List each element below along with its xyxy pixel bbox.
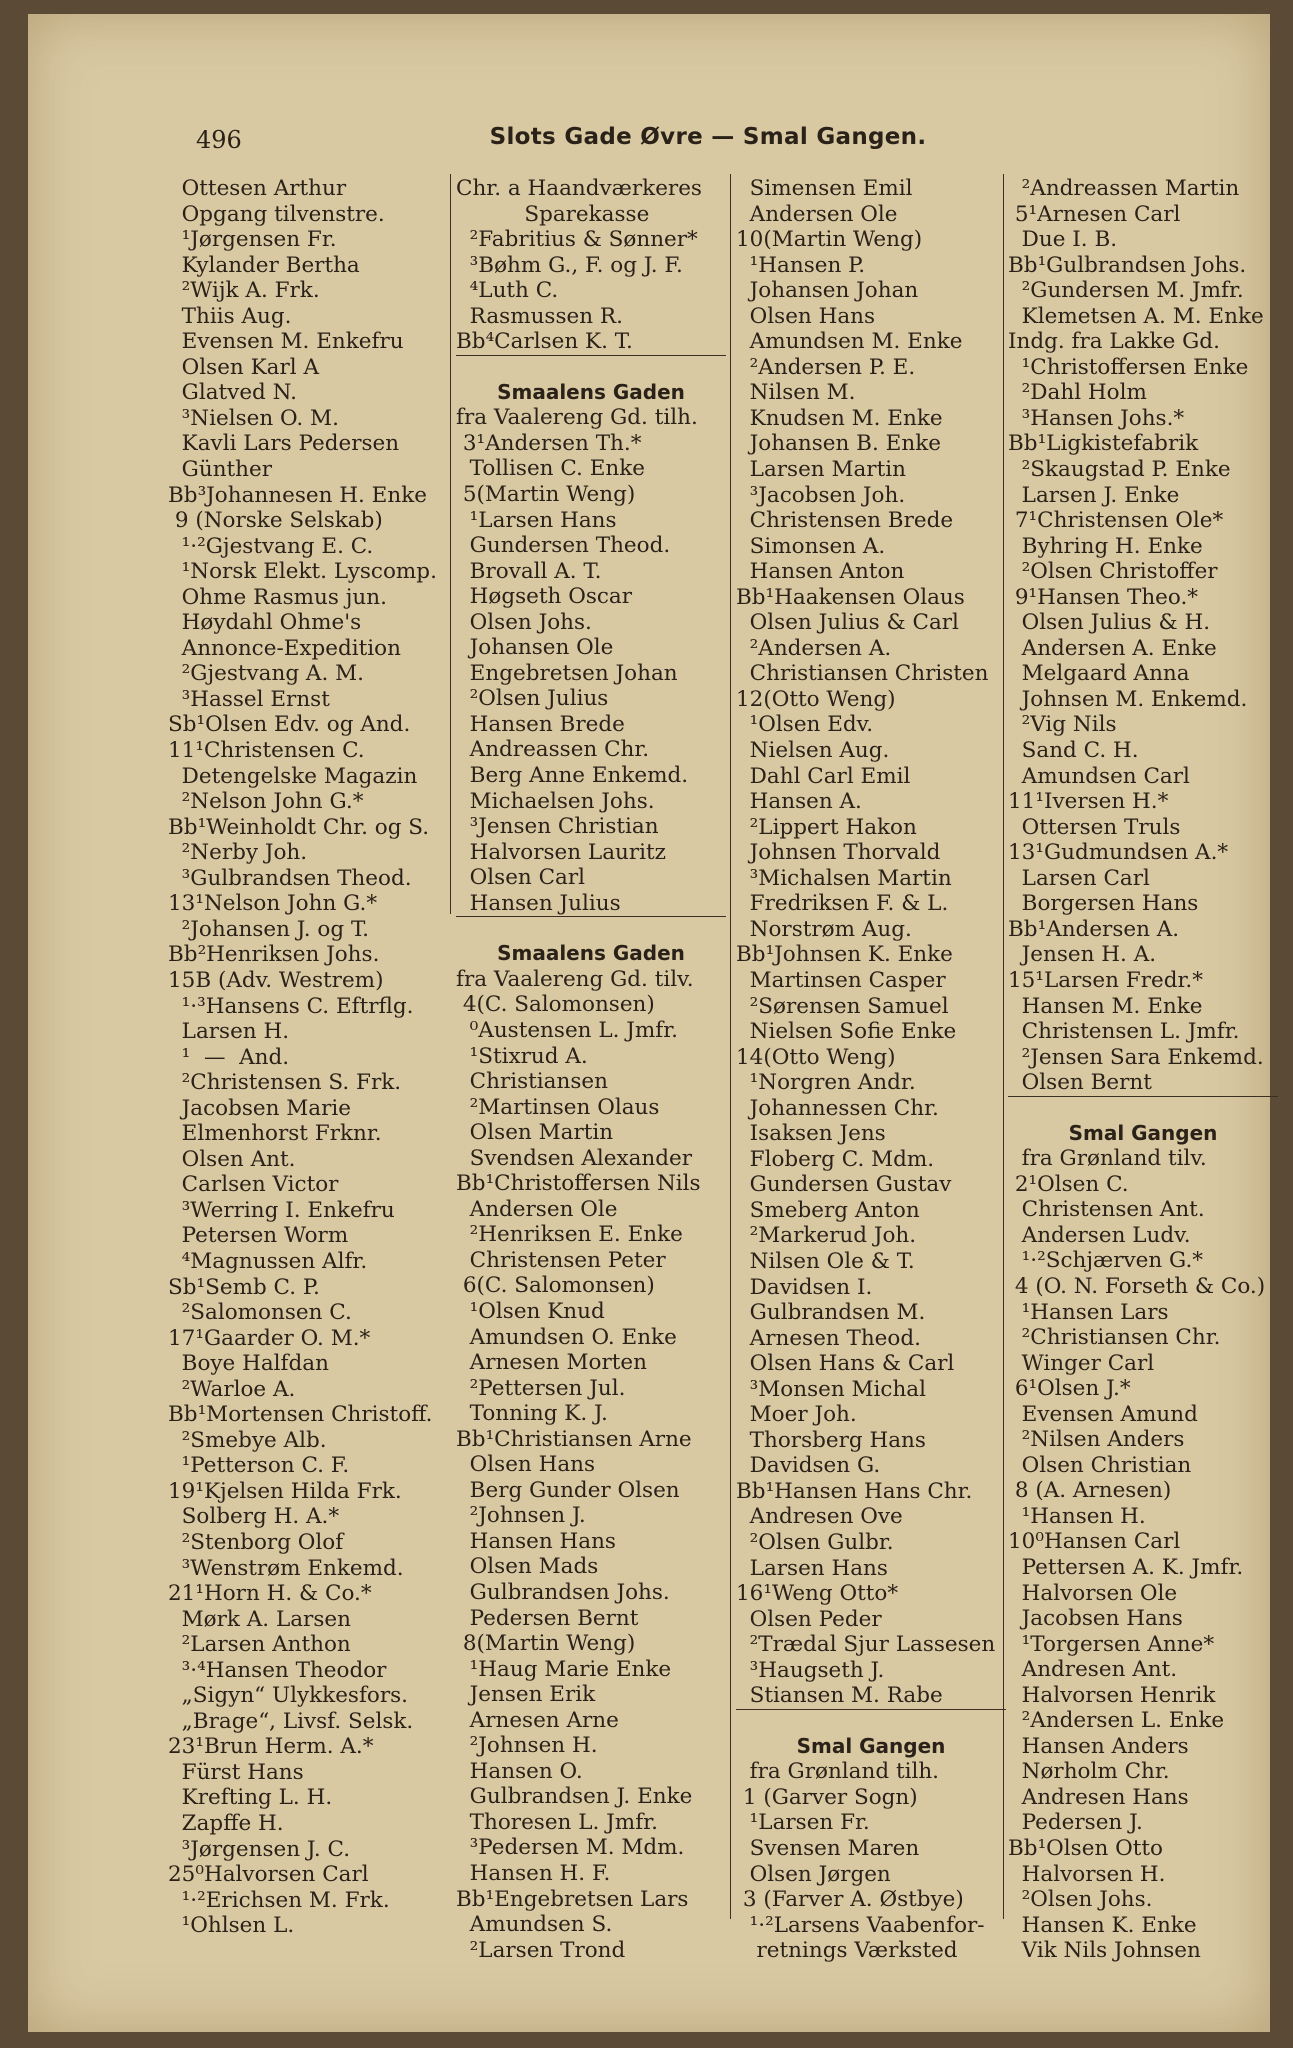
directory-entry: ¹Larsen Fr.: [736, 1810, 870, 1836]
directory-entry: Carlsen Victor: [168, 1172, 339, 1198]
directory-entry: Moer Joh.: [736, 1402, 857, 1428]
directory-entry: Davidsen I.: [736, 1274, 873, 1300]
directory-entry: ²Andersen P. E.: [736, 354, 916, 380]
directory-entry: Larsen H.: [168, 1019, 290, 1045]
directory-entry: ¹·²Larsens Vaabenfor-: [736, 1912, 985, 1938]
directory-entry: ¹Olsen Edv.: [736, 712, 874, 738]
directory-entry: Pettersen A. K. Jmfr.: [1008, 1554, 1244, 1580]
directory-entry: ²Smebye Alb.: [168, 1427, 327, 1453]
directory-entry: ²Salomonsen C.: [168, 1300, 352, 1326]
directory-entry: ¹Haug Marie Enke: [456, 1656, 672, 1682]
directory-entry: ²Johansen J. og T.: [168, 916, 369, 942]
directory-entry: ¹Petterson C. F.: [168, 1453, 350, 1479]
directory-entry: Arnesen Arne: [456, 1707, 619, 1733]
directory-entry: ²Gjestvang A. M.: [168, 661, 364, 687]
directory-entry: Gulbrandsen M.: [736, 1300, 926, 1326]
directory-entry: Andresen Hans: [1008, 1784, 1189, 1810]
directory-entry: Indg. fra Lakke Gd.: [1008, 329, 1220, 355]
directory-entry: ²Olsen Johs.: [1008, 1887, 1153, 1913]
directory-entry: Thiis Aug.: [168, 303, 292, 329]
directory-entry: Engebretsen Johan: [456, 660, 678, 686]
directory-entry: Kavli Lars Pedersen: [168, 431, 400, 457]
directory-entry: „Brage“, Livsf. Selsk.: [168, 1708, 414, 1734]
directory-entry: Andresen Ove: [736, 1504, 903, 1530]
directory-entry: 15B (Adv. Westrem): [168, 967, 384, 993]
section-heading: Smaalens Gaden: [497, 941, 685, 966]
directory-entry: ¹Hansen P.: [736, 252, 866, 278]
directory-entry: Borgersen Hans: [1008, 891, 1199, 917]
directory-entry: ²Lippert Hakon: [736, 814, 917, 840]
directory-entry: Amundsen M. Enke: [736, 329, 963, 355]
directory-entry: fra Vaalereng Gd. tilh.: [456, 405, 698, 431]
directory-entry: Pedersen J.: [1008, 1810, 1143, 1836]
directory-entry: Pedersen Bernt: [456, 1605, 639, 1631]
directory-entry: Olsen Hans: [736, 303, 876, 329]
directory-entry: 9¹Hansen Theo.*: [1008, 584, 1199, 610]
directory-entry: Bb¹Haakensen Olaus: [736, 584, 965, 610]
directory-entry: 23¹Brun Herm. A.*: [168, 1734, 374, 1760]
directory-entry: ³·⁴Hansen Theodor: [168, 1657, 387, 1683]
directory-entry: ³Jørgensen J. C.: [168, 1836, 351, 1862]
column-2: [456, 176, 726, 1963]
directory-entry: Bb³Johannesen H. Enke: [168, 482, 427, 508]
directory-entry: Nielsen Aug.: [736, 738, 890, 764]
column-4: [1008, 176, 1278, 1964]
directory-entry: ¹·²Gjestvang E. C.: [168, 533, 374, 559]
directory-entry: Olsen Carl: [456, 865, 586, 891]
directory-entry: Norstrøm Aug.: [736, 916, 912, 942]
directory-entry: Bb¹Ligkistefabrik: [1008, 431, 1199, 457]
directory-entry: ²Markerud Joh.: [736, 1223, 917, 1249]
directory-entry: ²Nilsen Anders: [1008, 1427, 1185, 1453]
directory-entry: ³Werring I. Enkefru: [168, 1197, 395, 1223]
directory-entry: 21¹Horn H. & Co.*: [168, 1581, 372, 1607]
directory-entry: Fürst Hans: [168, 1759, 304, 1785]
directory-entry: Knudsen M. Enke: [736, 405, 943, 431]
directory-entry: Winger Carl: [1008, 1350, 1155, 1376]
directory-entry: ¹Torgersen Anne*: [1008, 1631, 1215, 1657]
directory-entry: Gundersen Gustav: [736, 1172, 952, 1198]
directory-entry: 8(Martin Weng): [456, 1631, 636, 1657]
directory-entry: Ohme Rasmus jun.: [168, 584, 387, 610]
directory-entry: Rasmussen R.: [456, 303, 623, 329]
directory-entry: Larsen Martin: [736, 457, 906, 483]
directory-entry: 7¹Christensen Ole*: [1008, 508, 1224, 534]
column-divider: [1003, 174, 1004, 1919]
directory-entry: ³Michalsen Martin: [736, 865, 952, 891]
directory-entry: ²Trædal Sjur Lassesen: [736, 1632, 996, 1658]
directory-entry: Hansen H. F.: [456, 1861, 611, 1886]
directory-entry: Jensen H. A.: [1008, 942, 1157, 968]
directory-entry: ³Pedersen M. Mdm.: [456, 1835, 685, 1861]
directory-entry: 3 (Farver A. Østbye): [736, 1887, 964, 1913]
directory-entry: 25⁰Halvorsen Carl: [168, 1862, 369, 1888]
directory-entry: 15¹Larsen Fredr.*: [1008, 967, 1203, 993]
directory-entry: Thoresen L. Jmfr.: [456, 1809, 658, 1835]
directory-entry: Olsen Hans & Carl: [736, 1351, 955, 1377]
directory-entry: Johnsen M. Enkemd.: [1008, 686, 1248, 712]
directory-entry: 4(C. Salomonsen): [456, 992, 655, 1018]
directory-entry: Jensen Erik: [456, 1682, 596, 1708]
directory-entry: Bb⁴Carlsen K. T.: [456, 329, 633, 355]
directory-entry: Bb¹Christiansen Arne: [456, 1426, 692, 1452]
directory-entry: ¹Hansen Lars: [1008, 1299, 1169, 1325]
directory-entry: Amundsen S.: [456, 1912, 613, 1938]
directory-entry: ²Pettersen Jul.: [456, 1375, 626, 1401]
directory-entry: Olsen Julius & H.: [1008, 610, 1211, 636]
directory-entry: Thorsberg Hans: [736, 1427, 926, 1453]
directory-entry: ¹Norgren Andr.: [736, 1070, 916, 1096]
directory-entry: Andersen A. Enke: [1008, 635, 1217, 661]
directory-entry: ¹Jørgensen Fr.: [168, 227, 337, 253]
directory-entry: Larsen Hans: [736, 1555, 888, 1581]
directory-entry: Christensen L. Jmfr.: [1008, 1019, 1240, 1045]
directory-entry: Brovall A. T.: [456, 558, 602, 584]
column-3: [736, 176, 1006, 1964]
directory-entry: Sparekasse: [456, 201, 650, 227]
directory-entry: Olsen Christian: [1008, 1452, 1192, 1478]
directory-entry: Bb¹Andersen A.: [1008, 916, 1180, 942]
directory-entry: Nilsen M.: [736, 380, 856, 406]
directory-entry: Solberg H. A.*: [168, 1504, 340, 1530]
directory-entry: Berg Gunder Olsen: [456, 1477, 680, 1503]
directory-entry: 3¹Andersen Th.*: [456, 430, 642, 456]
directory-entry: Andreassen Chr.: [456, 737, 650, 763]
directory-entry: Halvorsen Henrik: [1008, 1682, 1216, 1708]
directory-entry: ³Monsen Michal: [736, 1376, 927, 1402]
directory-entry: ²Skaugstad P. Enke: [1008, 457, 1231, 483]
directory-entry: Mørk A. Larsen: [168, 1606, 351, 1632]
directory-entry: ¹Ohlsen L.: [168, 1913, 295, 1939]
directory-entry: Stiansen M. Rabe: [736, 1683, 943, 1709]
directory-entry: Larsen Carl: [1008, 865, 1150, 891]
directory-entry: Bb¹Johnsen K. Enke: [736, 942, 953, 968]
directory-entry: 10(Martin Weng): [736, 227, 923, 253]
directory-entry: Andersen Ludv.: [1008, 1222, 1191, 1248]
directory-entry: Günther: [168, 457, 273, 483]
directory-entry: 11¹Christensen C.: [168, 738, 365, 764]
directory-entry: Tonning K. J.: [456, 1401, 608, 1427]
directory-entry: Nørholm Chr.: [1008, 1759, 1170, 1785]
directory-entry: Svendsen Alexander: [456, 1145, 692, 1171]
directory-entry: Larsen J. Enke: [1008, 482, 1180, 508]
column-divider: [450, 174, 451, 914]
page-header: [168, 110, 1248, 154]
directory-entry: 6(C. Salomonsen): [456, 1273, 655, 1299]
directory-entry: Petersen Worm: [168, 1223, 349, 1249]
directory-entry: Olsen Mads: [456, 1554, 599, 1580]
directory-entry: Jacobsen Hans: [1008, 1606, 1183, 1632]
directory-entry: Hansen K. Enke: [1008, 1912, 1197, 1938]
directory-entry: Hansen O.: [456, 1758, 583, 1784]
directory-entry: Johansen B. Enke: [736, 431, 941, 457]
directory-entry: Bb¹Gulbrandsen Johs.: [1008, 252, 1247, 278]
directory-entry: Smeberg Anton: [736, 1197, 920, 1223]
directory-entry: Johansen Johan: [736, 278, 919, 304]
section-heading: Smal Gangen: [796, 1733, 946, 1758]
directory-entry: ¹Stixrud A.: [456, 1043, 588, 1069]
directory-entry: Elmenhorst Frknr.: [168, 1121, 382, 1147]
directory-entry: Gulbrandsen Johs.: [456, 1579, 670, 1605]
directory-entry: ³Bøhm G., F. og J. F.: [456, 252, 683, 278]
directory-entry: ²Martinsen Olaus: [456, 1094, 660, 1120]
directory-entry: Due I. B.: [1008, 227, 1118, 253]
directory-entry: Davidsen G.: [736, 1453, 881, 1479]
directory-entry: Bb¹Olsen Otto: [1008, 1836, 1163, 1861]
column-1: [168, 176, 438, 1939]
directory-entry: ¹·²Schjærven G.*: [1008, 1248, 1204, 1274]
directory-entry: Bb¹Christoffersen Nils: [456, 1171, 701, 1197]
directory-entry: Ottersen Truls: [1008, 814, 1181, 840]
directory-entry: Byhring H. Enke: [1008, 533, 1203, 559]
directory-entry: ³Hassel Ernst: [168, 686, 330, 712]
directory-entry: 2¹Olsen C.: [1008, 1171, 1129, 1197]
directory-entry: ²Warloe A.: [168, 1376, 296, 1402]
directory-entry: ¹Larsen Hans: [456, 507, 617, 533]
directory-entry: Melgaard Anna: [1008, 661, 1190, 687]
directory-entry: Høydahl Ohme's: [168, 610, 362, 636]
directory-entry: Olsen Hans: [456, 1452, 596, 1478]
directory-entry: ³Nielsen O. M.: [168, 405, 339, 431]
directory-entry: ³Gulbrandsen Theod.: [168, 865, 412, 891]
directory-entry: ³Haugseth J.: [736, 1657, 885, 1683]
directory-entry: 14(Otto Weng): [736, 1044, 896, 1070]
directory-entry: Krefting L. H.: [168, 1785, 333, 1811]
directory-entry: 19¹Kjelsen Hilda Frk.: [168, 1478, 402, 1504]
directory-entry: Christensen Brede: [736, 508, 954, 534]
directory-entry: Boye Halfdan: [168, 1351, 329, 1377]
directory-entry: 11¹Iversen H.*: [1008, 789, 1169, 815]
directory-entry: Hansen A.: [736, 789, 862, 815]
directory-entry: Gulbrandsen J. Enke: [456, 1784, 693, 1810]
directory-entry: Hansen Anton: [736, 559, 905, 585]
directory-entry: ³Jensen Christian: [456, 814, 659, 840]
directory-entry: 4 (O. N. Forseth & Co.): [1008, 1273, 1266, 1299]
directory-entry: Andersen Ole: [456, 1196, 618, 1222]
directory-entry: Chr. a Haandværkeres: [456, 176, 702, 201]
directory-entry: Høgseth Oscar: [456, 584, 632, 610]
directory-entry: Tollisen C. Enke: [456, 456, 645, 482]
directory-entry: Halvorsen Ole: [1008, 1580, 1178, 1606]
directory-entry: 8 (A. Arnesen): [1008, 1478, 1172, 1504]
directory-entry: Olsen Ant.: [168, 1146, 296, 1172]
directory-entry: Christensen Ant.: [1008, 1197, 1205, 1223]
directory-entry: Klemetsen A. M. Enke: [1008, 303, 1264, 329]
directory-entry: Zapffe H.: [168, 1811, 284, 1836]
section-rule: [456, 355, 726, 380]
directory-entry: Gundersen Theod.: [456, 533, 671, 559]
directory-entry: Andresen Ant.: [1008, 1657, 1178, 1683]
directory-entry: Olsen Peder: [736, 1606, 882, 1632]
directory-entry: Annonce-Expedition: [168, 635, 401, 661]
directory-entry: retnings Værksted: [736, 1938, 958, 1964]
directory-entry: Sb¹Semb C. P.: [168, 1274, 320, 1300]
directory-entry: Halvorsen Lauritz: [456, 839, 666, 865]
directory-entry: Johansen Ole: [456, 635, 614, 661]
directory-entry: Bb¹Weinholdt Chr. og S.: [168, 814, 430, 840]
directory-entry: Simonsen A.: [736, 533, 886, 559]
directory-entry: 12(Otto Weng): [736, 686, 896, 712]
directory-entry: Hansen Julius: [456, 890, 621, 916]
directory-entry: ²Stenborg Olof: [168, 1529, 344, 1555]
directory-entry: „Sigyn“ Ulykkesfors.: [168, 1683, 408, 1709]
directory-entry: Nielsen Sofie Enke: [736, 1019, 957, 1045]
directory-entry: Christiansen: [456, 1069, 608, 1095]
directory-entry: Olsen Martin: [456, 1120, 614, 1146]
directory-entry: ²Larsen Trond: [456, 1937, 626, 1963]
directory-entry: Olsen Johs.: [456, 609, 592, 635]
directory-entry: Floberg C. Mdm.: [736, 1146, 935, 1172]
directory-entry: Hansen Hans: [456, 1528, 616, 1554]
directory-entry: ²Vig Nils: [1008, 712, 1117, 738]
directory-entry: 10⁰Hansen Carl: [1008, 1529, 1181, 1555]
directory-entry: Arnesen Morten: [456, 1350, 647, 1376]
directory-entry: Bb¹Mortensen Christoff.: [168, 1402, 433, 1428]
directory-entry: Ottesen Arthur: [168, 176, 347, 201]
directory-entry: Michaelsen Johs.: [456, 788, 655, 814]
directory-entry: Bb²Henriksen Johs.: [168, 942, 380, 968]
directory-entry: Olsen Bernt: [1008, 1070, 1152, 1096]
directory-entry: Dahl Carl Emil: [736, 763, 911, 789]
directory-entry: ⁰Austensen L. Jmfr.: [456, 1017, 679, 1043]
directory-entry: Bb¹Engebretsen Lars: [456, 1886, 689, 1912]
directory-entry: ²Sørensen Samuel: [736, 993, 949, 1019]
directory-entry: ²Christiansen Chr.: [1008, 1325, 1221, 1351]
directory-entry: Opgang tilvenstre.: [168, 201, 385, 227]
directory-entry: ²Larsen Anthon: [168, 1632, 351, 1658]
directory-entry: ²Jensen Sara Enkemd.: [1008, 1044, 1264, 1070]
directory-entry: Johannessen Chr.: [736, 1095, 939, 1121]
directory-entry: ²Fabritius & Sønner*: [456, 227, 698, 253]
column-divider: [730, 174, 731, 1919]
directory-entry: ¹·²Erichsen M. Frk.: [168, 1887, 390, 1913]
directory-entry: ²Gundersen M. Jmfr.: [1008, 278, 1244, 304]
directory-entry: ²Andersen L. Enke: [1008, 1708, 1225, 1734]
directory-entry: ¹Christoffersen Enke: [1008, 354, 1249, 380]
section-heading: Smaalens Gaden: [497, 379, 685, 404]
directory-entry: ²Johnsen J.: [456, 1503, 586, 1529]
directory-entry: 16¹Weng Otto*: [736, 1581, 899, 1607]
section-rule: [456, 916, 726, 941]
directory-entry: Olsen Karl A: [168, 354, 320, 380]
directory-entry: ²Dahl Holm: [1008, 380, 1147, 406]
directory-entry: fra Grønland tilh.: [736, 1759, 940, 1785]
directory-entry: 1 (Garver Sogn): [736, 1784, 918, 1810]
directory-entry: ¹Norsk Elekt. Lyscomp.: [168, 559, 437, 585]
directory-entry: Olsen Julius & Carl: [736, 610, 959, 636]
directory-entry: ³Wenstrøm Enkemd.: [168, 1555, 404, 1581]
directory-entry: 17¹Gaarder O. M.*: [168, 1325, 371, 1351]
directory-entry: Detengelske Magazin: [168, 763, 418, 789]
directory-entry: Christensen Peter: [456, 1247, 666, 1273]
directory-entry: Christiansen Christen: [736, 661, 989, 687]
directory-entry: ²Olsen Gulbr.: [736, 1529, 894, 1555]
directory-entry: Hansen Anders: [1008, 1733, 1189, 1759]
directory-entry: Svensen Maren: [736, 1836, 920, 1861]
page-number: 496: [196, 126, 242, 154]
directory-entry: Berg Anne Enkemd.: [456, 763, 689, 789]
directory-entry: ²Nerby Joh.: [168, 840, 308, 866]
directory-entry: ²Olsen Christoffer: [1008, 559, 1218, 585]
page-title: Slots Gade Øvre — Smal Gangen.: [489, 124, 927, 150]
directory-entry: Hansen Brede: [456, 711, 625, 737]
directory-entry: Arnesen Theod.: [736, 1325, 921, 1351]
directory-entry: Martinsen Casper: [736, 967, 946, 993]
directory-entry: ¹ — And.: [168, 1044, 290, 1070]
directory-entry: ³Hansen Johs.*: [1008, 405, 1185, 431]
directory-entry: ²Henriksen E. Enke: [456, 1222, 683, 1248]
section-heading: Smal Gangen: [1068, 1120, 1218, 1145]
directory-entry: Glatved N.: [168, 380, 297, 406]
directory-entry: ²Andreassen Martin: [1008, 176, 1240, 201]
section-rule: [1008, 1096, 1278, 1121]
directory-entry: Nilsen Ole & T.: [736, 1248, 915, 1274]
directory-entry: Fredriksen F. & L.: [736, 891, 949, 917]
directory-entry: ²Olsen Julius: [456, 686, 609, 712]
directory-entry: ¹Hansen H.: [1008, 1503, 1146, 1529]
directory-entry: Andersen Ole: [736, 201, 898, 227]
directory-entry: fra Vaalereng Gd. tilv.: [456, 966, 694, 992]
directory-entry: 13¹Gudmundsen A.*: [1008, 840, 1229, 866]
directory-entry: Evensen M. Enkefru: [168, 329, 404, 355]
directory-entry: Evensen Amund: [1008, 1401, 1198, 1427]
directory-entry: ²Wijk A. Frk.: [168, 278, 320, 304]
directory-entry: Amundsen O. Enke: [456, 1324, 677, 1350]
directory-entry: ²Andersen A.: [736, 635, 892, 661]
directory-entry: ¹·³Hansens C. Eftrflg.: [168, 993, 414, 1019]
directory-entry: ²Christensen S. Frk.: [168, 1070, 402, 1096]
directory-entry: ³Jacobsen Joh.: [736, 482, 906, 508]
directory-entry: Olsen Jørgen: [736, 1861, 891, 1887]
directory-entry: Bb¹Hansen Hans Chr.: [736, 1478, 973, 1504]
directory-entry: Halvorsen H.: [1008, 1861, 1166, 1887]
directory-entry: Johnsen Thorvald: [736, 840, 941, 866]
directory-entry: 5¹Arnesen Carl: [1008, 201, 1181, 227]
directory-page: [28, 14, 1270, 2032]
directory-entry: Jacobsen Marie: [168, 1095, 352, 1121]
directory-entry: 13¹Nelson John G.*: [168, 891, 378, 917]
directory-entry: Sb¹Olsen Edv. og And.: [168, 712, 411, 738]
directory-entry: Hansen M. Enke: [1008, 993, 1203, 1019]
directory-entry: fra Grønland tilv.: [1008, 1146, 1207, 1172]
directory-entry: Isaksen Jens: [736, 1121, 886, 1147]
directory-entry: Simensen Emil: [736, 176, 913, 201]
directory-entry: Sand C. H.: [1008, 738, 1139, 764]
directory-entry: Kylander Bertha: [168, 252, 360, 278]
directory-entry: 9 (Norske Selskab): [168, 508, 383, 534]
directory-entry: 5(Martin Weng): [456, 482, 636, 508]
directory-entry: ⁴Luth C.: [456, 278, 559, 304]
directory-entry: ²Nelson John G.*: [168, 789, 364, 815]
directory-entry: ⁴Magnussen Alfr.: [168, 1248, 368, 1274]
directory-entry: Vik Nils Johnsen: [1008, 1938, 1201, 1964]
section-rule: [736, 1709, 1006, 1734]
directory-entry: ¹Olsen Knud: [456, 1298, 605, 1324]
directory-entry: 6¹Olsen J.*: [1008, 1376, 1131, 1402]
directory-entry: ²Johnsen H.: [456, 1733, 598, 1759]
directory-entry: Amundsen Carl: [1008, 763, 1190, 789]
